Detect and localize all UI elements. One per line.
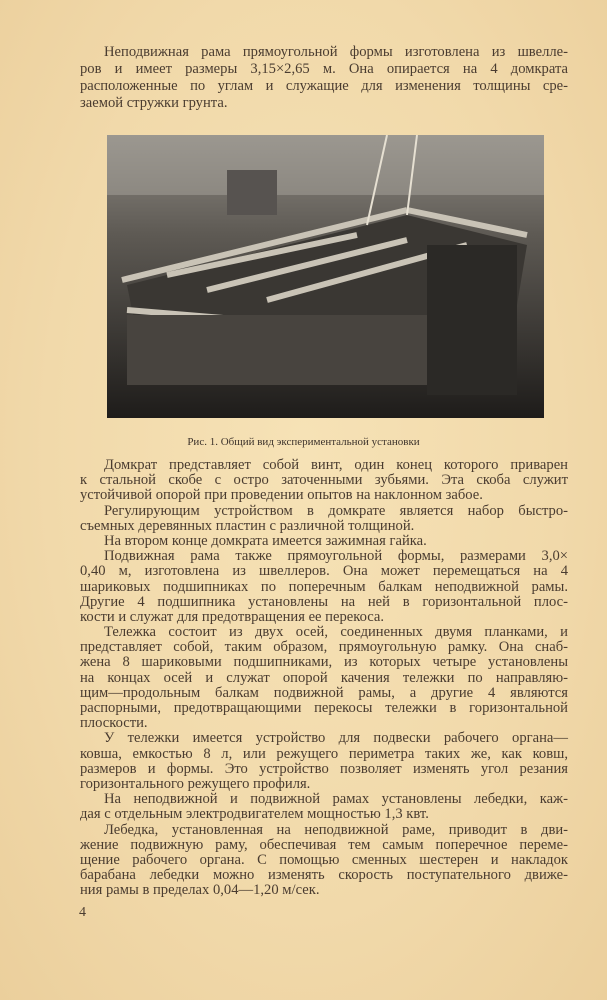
text-line: жение подвижную раму, обеспечивая тем самым поперечное переме- — [80, 836, 568, 853]
body-text — [80, 458, 568, 898]
text-line: ковша, емкостью 8 л, или режущего периметра таких же, как ковш, — [80, 745, 568, 762]
text-line: ров и имеет размеры 3,15×2,65 м. Она опирается на 4 домкрата — [80, 61, 568, 77]
text-line: Лебедка, установленная на неподвижной раме, приводит в дви- — [104, 821, 568, 838]
text-line: барабана лебедки можно изменять скорость поступательного движе- — [80, 867, 568, 884]
text-line: горизонтального режущего профиля. — [80, 775, 311, 792]
text-line: размеров и формы. Это устройство позволяет изменять угол резания — [80, 760, 568, 777]
text-line: Регулирующим устройством в домкрате является набор быстро- — [104, 502, 568, 519]
text-line: съемных деревянных пластин с различной толщиной. — [80, 517, 415, 534]
text-line: жена 8 шариковыми подшипниками, из которых четыре установлены — [80, 654, 568, 671]
text-line: заемой стружки грунта. — [80, 95, 228, 111]
text-line: кости и служат для предотвращения ее перекоса. — [80, 608, 385, 625]
page-number: 4 — [79, 905, 86, 920]
text-line: на концах осей и служат опорой качения тележки по направляю- — [80, 669, 568, 686]
text-line: дая с отдельным электродвигателем мощностью 1,3 квт. — [80, 806, 429, 823]
text-line: ния рамы в пределах 0,04—1,20 м/сек. — [80, 882, 320, 899]
text-line: Другие 4 подшипника установлены на ней в горизонтальной плос- — [80, 593, 568, 610]
text-line: представляет собой, таким образом, прямоугольную рамку. Она снаб- — [80, 639, 568, 656]
text-line: У тележки имеется устройство для подвески рабочего органа— — [104, 730, 568, 747]
text-line: На неподвижной и подвижной рамах установлены лебедки, каж- — [104, 791, 568, 808]
text-line: На втором конце домкрата имеется зажимная гайка. — [104, 532, 427, 549]
text-line: Неподвижная рама прямоугольной формы изготовлена из швелле- — [104, 44, 568, 60]
text-line: шариковых подшипниках по поперечным балкам неподвижной рамы. — [80, 578, 568, 595]
text-line: щим—продольным балкам подвижной рамы, а другие 4 являются — [80, 684, 568, 701]
text-line: Тележка состоит из двух осей, соединенных двумя планками, и — [104, 624, 568, 641]
paragraph-intro — [80, 44, 568, 112]
text-line: плоскости. — [80, 715, 148, 732]
text-line: распорными, предотвращающими перекосы тележки в горизонтальной — [80, 700, 568, 716]
text-line: к стальной скобе с остро заточенными зубьями. Эта скоба служит — [80, 472, 568, 489]
figure-caption: Рис. 1. Общий вид экспериментальной установки — [187, 436, 420, 448]
text-line: устойчивой опорой при проведении опытов на наклонном забое. — [80, 487, 483, 504]
figure-photo-experimental-setup — [107, 135, 544, 418]
text-line: Домкрат представляет собой винт, один конец которого приварен — [104, 457, 568, 473]
text-line: щение рабочего органа. С помощью сменных шестерен и накладок — [80, 851, 568, 868]
text-line: 0,40 м, изготовлена из швеллеров. Она может перемещаться на 4 — [80, 563, 568, 580]
text-line: расположенные по углам и служащие для изменения толщины сре- — [80, 78, 568, 94]
text-line: Подвижная рама также прямоугольной формы, размерами 3,0× — [104, 548, 568, 565]
